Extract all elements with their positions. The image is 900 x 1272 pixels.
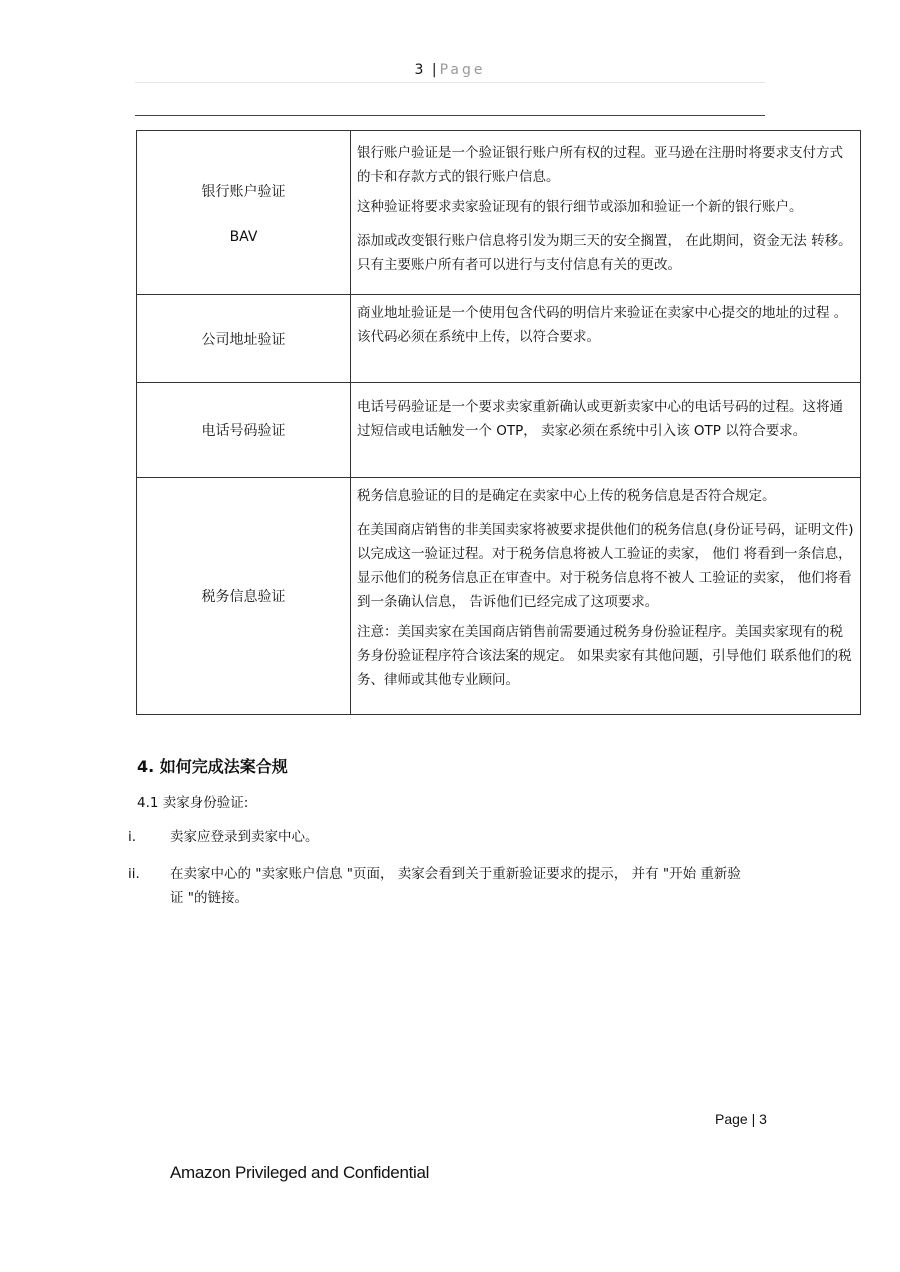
table-label-cell (137, 478, 351, 715)
table-description-cell (351, 295, 861, 383)
description-paragraph: 银行账户验证是一个验证银行账户所有权的过程。亚马逊在注册时将要求支付方式的卡和存款方式的银行账户信息。 (357, 145, 843, 185)
table-label-cell (137, 131, 351, 295)
footer-confidentiality-notice: Amazon Privileged and Confidential (170, 1163, 430, 1182)
description-paragraph: 税务信息验证的目的是确定在卖家中心上传的税务信息是否符合规定。 (357, 488, 776, 504)
header-page-indicator (135, 62, 765, 78)
footer-page-number: Page | 3 (715, 1111, 767, 1127)
description-paragraph: 添加或改变银行账户信息将引发为期三天的安全搁置， 在此期间，资金无法 转移。只有主要账户所有者可以进行与支付信息有关的更改。 (357, 233, 852, 273)
row-label-abbreviation: BAV (229, 228, 258, 245)
header-page-number: 3 (414, 62, 425, 78)
row-label: 银行账户验证 (201, 183, 286, 200)
description-paragraph: 电话号码验证是一个要求卖家重新确认或更新卖家中心的电话号码的过程。这将通过短信或电话触发一个 OTP， 卖家必须在系统中引入该 OTP 以符合要求。 (357, 399, 843, 439)
header-faint-divider (135, 82, 765, 83)
list-item-text: 卖家应登录到卖家中心。 (170, 829, 319, 845)
list-item-text: 在卖家中心的 "卖家账户信息 "页面， 卖家会看到关于重新验证要求的提示， 并有 "开始 重新验证 "的链接。 (170, 866, 741, 906)
row-label: 税务信息验证 (201, 589, 286, 605)
table-row-tax-info (137, 478, 861, 715)
description-paragraph: 在美国商店销售的非美国卖家将被要求提供他们的税务信息(身份证号码，证明文件)以完成这一验证过程。对于税务信息将被人工验证的卖家， 他们 将看到一条信息，显示他们的税务信息正在审查中。对于税务信息将不被人 工验证的卖家， 他们将看到一条确认信息， 告诉他们已经完成了这项要求。 (357, 522, 854, 610)
table-label-cell (137, 295, 351, 383)
description-paragraph: 这种验证将要求卖家验证现有的银行细节或添加和验证一个新的银行账户。 (357, 199, 803, 215)
table-description-cell (351, 383, 861, 478)
verification-table (136, 130, 861, 715)
description-paragraph: 注意：美国卖家在美国商店销售前需要通过税务身份验证程序。美国卖家现有的税务身份验证程序符合该法案的规定。 如果卖家有其他问题，引导他们 联系他们的税务、律师或其他专业顾问。 (357, 624, 852, 688)
row-label: 电话号码验证 (201, 423, 286, 439)
table-description-cell (351, 478, 861, 715)
table-row-bank-account (137, 131, 861, 295)
description-paragraph: 商业地址验证是一个使用包含代码的明信片来验证在卖家中心提交的地址的过程 。该代码必须在系统中上传，以符合要求。 (357, 305, 848, 345)
header-divider (135, 115, 765, 116)
table-row-company-address (137, 295, 861, 383)
header-page-word: Page (439, 62, 486, 78)
table-description-cell (351, 131, 861, 295)
list-marker: i. (128, 829, 137, 845)
table-label-cell (137, 383, 351, 478)
row-label: 公司地址验证 (201, 331, 286, 348)
subsection-heading: 4.1 卖家身份验证: (137, 795, 249, 811)
header-separator: | (431, 62, 438, 78)
list-marker: ii. (128, 866, 140, 882)
table-row-phone-number (137, 383, 861, 478)
section-heading: 4. 如何完成法案合规 (137, 757, 288, 776)
